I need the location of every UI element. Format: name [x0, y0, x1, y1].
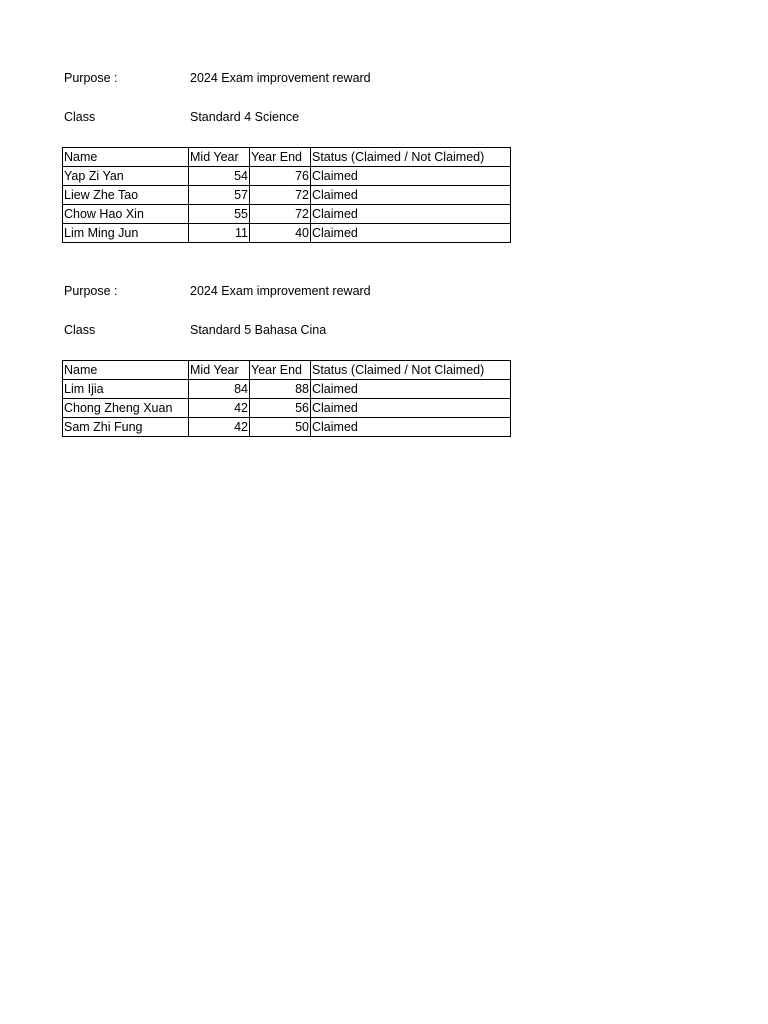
- cell-year-end[interactable]: 50: [250, 418, 311, 437]
- table-row: [63, 380, 511, 399]
- cell-mid-year[interactable]: 57: [189, 186, 250, 205]
- cell-name[interactable]: Chong Zheng Xuan: [63, 399, 189, 418]
- cell-mid-year[interactable]: 42: [189, 418, 250, 437]
- cell-year-end[interactable]: 56: [250, 399, 311, 418]
- cell-mid-year[interactable]: 84: [189, 380, 250, 399]
- class-row: [62, 108, 512, 127]
- cell-mid-year[interactable]: 54: [189, 167, 250, 186]
- student-table: [62, 147, 511, 243]
- header-name[interactable]: Name: [63, 148, 189, 167]
- cell-year-end[interactable]: 88: [250, 380, 311, 399]
- cell-status[interactable]: Claimed: [311, 186, 511, 205]
- table-row: [63, 167, 511, 186]
- table-row: [63, 418, 511, 437]
- cell-year-end[interactable]: 76: [250, 167, 311, 186]
- table-row: [63, 224, 511, 243]
- cell-year-end[interactable]: 40: [250, 224, 311, 243]
- reward-section-1: [62, 69, 512, 243]
- cell-status[interactable]: Claimed: [311, 418, 511, 437]
- table-row: [63, 186, 511, 205]
- cell-status[interactable]: Claimed: [311, 205, 511, 224]
- header-mid-year[interactable]: Mid Year: [189, 148, 250, 167]
- class-label: Class: [64, 110, 96, 124]
- purpose-row: [62, 69, 512, 88]
- header-status[interactable]: Status (Claimed / Not Claimed): [311, 148, 511, 167]
- class-label: Class: [64, 323, 96, 337]
- class-value: Standard 4 Science: [190, 110, 300, 124]
- student-table: [62, 360, 511, 437]
- table-header-row: [63, 361, 511, 380]
- purpose-value: 2024 Exam improvement reward: [190, 284, 371, 298]
- cell-mid-year[interactable]: 55: [189, 205, 250, 224]
- purpose-label: Purpose :: [64, 71, 118, 85]
- cell-name[interactable]: Yap Zi Yan: [63, 167, 189, 186]
- cell-mid-year[interactable]: 42: [189, 399, 250, 418]
- cell-name[interactable]: Lim Ijia: [63, 380, 189, 399]
- purpose-label: Purpose :: [64, 284, 118, 298]
- purpose-value: 2024 Exam improvement reward: [190, 71, 371, 85]
- cell-year-end[interactable]: 72: [250, 186, 311, 205]
- reward-section-2: [62, 282, 512, 437]
- table-row: [63, 205, 511, 224]
- cell-mid-year[interactable]: 11: [189, 224, 250, 243]
- cell-name[interactable]: Lim Ming Jun: [63, 224, 189, 243]
- cell-name[interactable]: Liew Zhe Tao: [63, 186, 189, 205]
- cell-year-end[interactable]: 72: [250, 205, 311, 224]
- cell-status[interactable]: Claimed: [311, 399, 511, 418]
- header-year-end[interactable]: Year End: [250, 148, 311, 167]
- header-name[interactable]: Name: [63, 361, 189, 380]
- cell-status[interactable]: Claimed: [311, 167, 511, 186]
- purpose-row: [62, 282, 512, 301]
- header-year-end[interactable]: Year End: [250, 361, 311, 380]
- cell-status[interactable]: Claimed: [311, 380, 511, 399]
- cell-status[interactable]: Claimed: [311, 224, 511, 243]
- table-header-row: [63, 148, 511, 167]
- cell-name[interactable]: Chow Hao Xin: [63, 205, 189, 224]
- header-status[interactable]: Status (Claimed / Not Claimed): [311, 361, 511, 380]
- cell-name[interactable]: Sam Zhi Fung: [63, 418, 189, 437]
- class-row: [62, 321, 512, 340]
- class-value: Standard 5 Bahasa Cina: [190, 323, 327, 337]
- header-mid-year[interactable]: Mid Year: [189, 361, 250, 380]
- table-row: [63, 399, 511, 418]
